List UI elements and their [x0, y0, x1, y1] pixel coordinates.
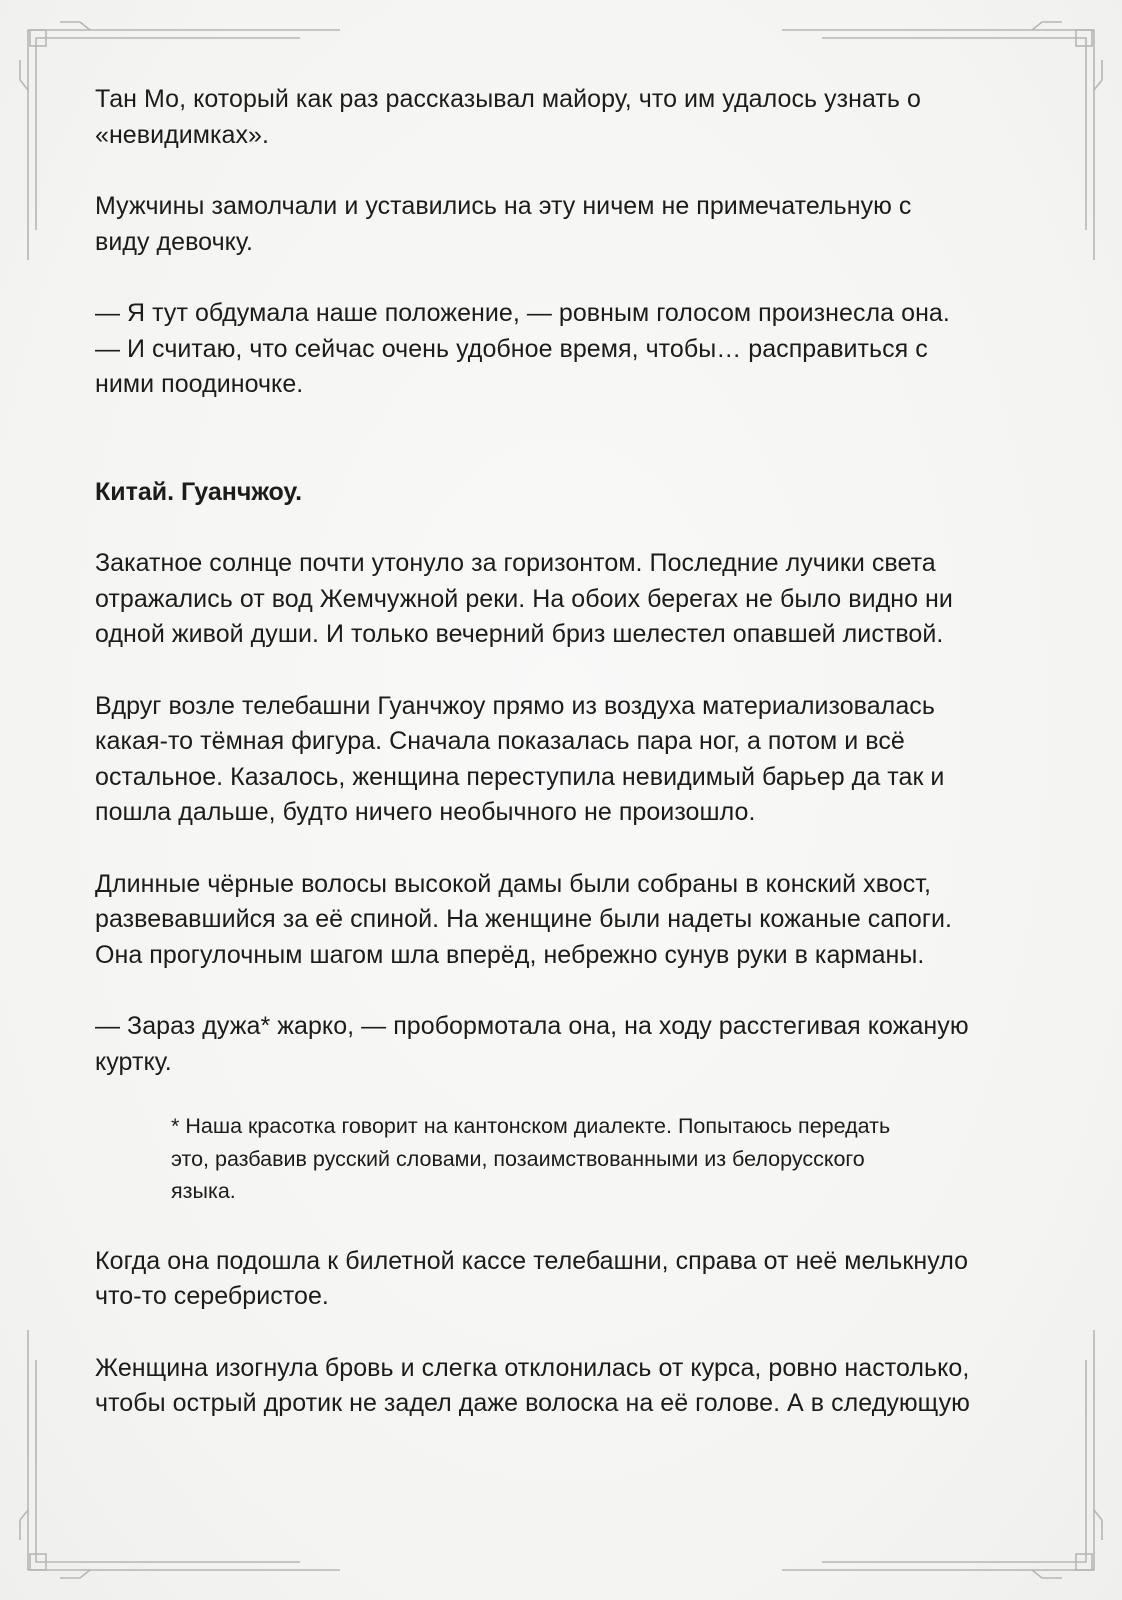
paragraph	[95, 1244, 1025, 1315]
text-line: что-то серебристое.	[95, 1282, 329, 1310]
text-line: Длинные чёрные волосы высокой дамы были собраны в конский хвост,	[95, 869, 931, 898]
text-line: Вдруг возле телебашни Гуанчжоу прямо из воздуха материализовалась	[95, 691, 935, 720]
text-line: отражались от вод Жемчужной реки. На обоих берегах не было видно ни	[95, 584, 953, 613]
text-line: виду девочку.	[95, 227, 253, 256]
paragraph	[95, 1351, 1025, 1422]
text-line: куртку.	[95, 1047, 172, 1076]
paragraph	[95, 867, 1025, 974]
text-line: — Я тут обдумала наше положение, — ровным голосом произнесла она.	[95, 299, 950, 327]
text-line: — И считаю, что сейчас очень удобное время, чтобы… расправиться с	[95, 334, 928, 363]
paragraph	[95, 689, 1025, 831]
text-line: Она прогулочным шагом шла вперёд, небрежно сунув руки в карманы.	[95, 940, 925, 969]
paragraph	[95, 296, 1025, 403]
text-line: развевавшийся за её спиной. На женщине были надеты кожаные сапоги.	[95, 905, 952, 933]
text-line: одной живой души. И только вечерний бриз шелестел опавшей листвой.	[95, 620, 944, 648]
text-line: какая-то тёмная фигура. Сначала показалась пара ног, а потом и всё	[95, 727, 905, 755]
paragraph	[95, 1009, 1025, 1080]
text-line: чтобы острый дротик не задел даже волоска на её голове. А в следующую	[95, 1389, 970, 1417]
text-line: «невидимках».	[95, 120, 269, 149]
text-line: — Зараз дужа* жарко, — пробормотала она, на ходу расстегивая кожаную	[95, 1012, 969, 1040]
paragraph	[95, 546, 1025, 653]
footnote	[171, 1110, 1025, 1208]
text-line: остальное. Казалось, женщина переступила невидимый барьер да так и	[95, 762, 945, 791]
section-heading: Китай. Гуанчжоу.	[95, 477, 303, 506]
paragraph	[95, 82, 1025, 153]
text-line: Когда она подошла к билетной кассе телебашни, справа от неё мелькнуло	[95, 1246, 969, 1275]
page-text-body	[95, 82, 1025, 1458]
footnote-line: * Наша красотка говорит на кантонском диалекте. Попытаюсь передать	[171, 1114, 891, 1138]
footnote-line: это, разбавив русский словами, позаимствованными из белорусского	[171, 1146, 865, 1171]
footnote-line: языка.	[171, 1179, 236, 1203]
text-line: Мужчины замолчали и уставились на эту ничем не примечательную с	[95, 192, 912, 220]
paragraph	[95, 189, 1025, 260]
text-line: Женщина изогнула бровь и слегка отклонилась от курса, ровно настолько,	[95, 1353, 970, 1382]
text-line: ними поодиночке.	[95, 370, 304, 398]
text-line: Закатное солнце почти утонуло за горизонтом. Последние лучики света	[95, 549, 936, 577]
text-line: пошла дальше, будто ничего необычного не произошло.	[95, 798, 756, 826]
text-line: Тан Мо, который как раз рассказывал майору, что им удалось узнать о	[95, 85, 921, 113]
